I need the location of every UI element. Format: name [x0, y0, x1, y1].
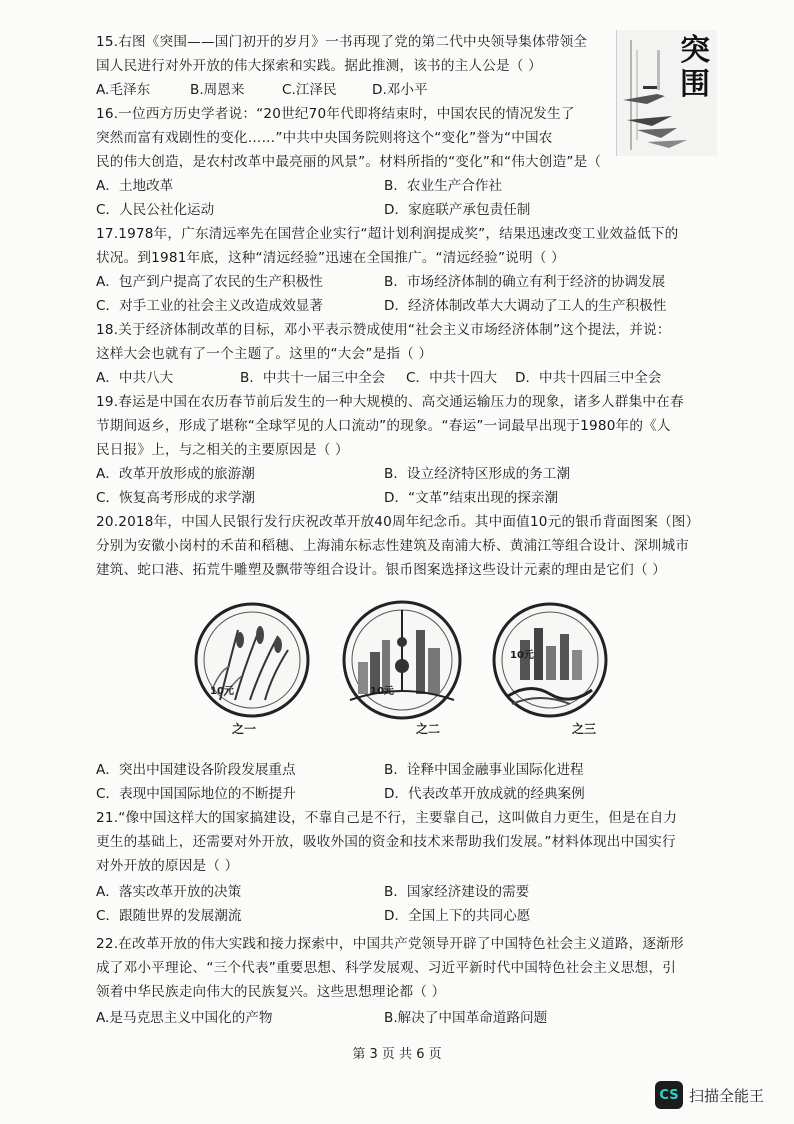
q20-option-d: D．代表改革开放成就的经典案例 — [384, 786, 585, 802]
book-title-text: 突围 — [680, 33, 710, 102]
q21-line-3: 对外开放的原因是（ ） — [96, 858, 239, 874]
coin-1-rice — [196, 604, 308, 716]
q15-option-d: D.邓小平 — [372, 82, 428, 98]
q16-option-c: C．人民公社化运动 — [96, 202, 215, 218]
coins-illustration — [190, 600, 610, 740]
q18-option-b: B．中共十一届三中全会 — [240, 370, 386, 386]
q16-line-3: 民的伟大创造，是农村改革中最亮丽的风景”。材料所指的“变化”和“伟大创造”是（ — [96, 154, 602, 170]
q16-option-a: A．土地改革 — [96, 178, 174, 194]
q21-line-1: 21.“像中国这样大的国家搞建设，不靠自己是不行，主要靠自己，这叫做自力更生，但是在自力 — [96, 810, 678, 826]
scanner-watermark — [655, 1081, 764, 1109]
q15-option-a: A.毛泽东 — [96, 82, 151, 98]
q15-option-b: B.周恩来 — [190, 82, 245, 98]
q22-line-1: 22.在改革开放的伟大实践和接力探索中，中国共产党领导开辟了中国特色社会主义道路，逐渐形 — [96, 936, 684, 952]
scanner-label: 扫描全能王 — [689, 1086, 765, 1105]
q18-option-c: C．中共十四大 — [406, 370, 498, 386]
q18-option-d: D．中共十四届三中全会 — [515, 370, 662, 386]
q19-line-3: 民日报》上，与之相关的主要原因是（ ） — [96, 442, 349, 458]
q22-option-b: B.解决了中国革命道路问题 — [384, 1010, 548, 1026]
coin-2-denomination: 10元 — [370, 686, 394, 697]
q16-line-2: 突然而富有戏剧性的变化……”中共中央国务院则将这个“变化”誉为“中国农 — [96, 130, 553, 146]
q18-line-1: 18.关于经济体制改革的目标，邓小平表示赞成使用“社会主义市场经济体制”这个提法，并说： — [96, 322, 671, 338]
q21-option-d: D．全国上下的共同心愿 — [384, 908, 531, 924]
q15-line-1: 15.右图《突围——国门初开的岁月》一书再现了党的第二代中央领导集体带领全 — [96, 34, 588, 50]
q19-option-b: B．设立经济特区形成的务工潮 — [384, 466, 571, 482]
q21-option-b: B．国家经济建设的需要 — [384, 884, 530, 900]
q20-line-3: 建筑、蛇口港、拓荒牛雕塑及飘带等组合设计。银币图案选择这些设计元素的理由是它们（ ） — [96, 562, 667, 578]
q22-option-a: A.是马克思主义中国化的产物 — [96, 1010, 273, 1026]
q17-option-a: A．包产到户提高了农民的生产积极性 — [96, 274, 323, 290]
q19-line-1: 19.春运是中国在农历春节前后发生的一种大规模的、高交通运输压力的现象，诸多人群集中在春 — [96, 394, 684, 410]
q17-line-2: 状况。到1981年底，这种“清远经验”迅速在全国推广。“清远经验”说明（ ） — [96, 250, 565, 266]
q21-line-2: 更生的基础上，还需要对外开放，吸收外国的资金和技术来帮助我们发展。”材料体现出中国实行 — [96, 834, 676, 850]
q20-line-1: 20.2018年，中国人民银行发行庆祝改革开放40周年纪念币。其中面值10元的银币背面图案（图） — [96, 514, 700, 530]
q21-option-c: C．跟随世界的发展潮流 — [96, 908, 242, 924]
q17-line-1: 17.1978年，广东清远率先在国营企业实行“超计划利润提成奖”，结果迅速改变工业效益低下的 — [96, 226, 679, 242]
coin-3-caption: 之三 — [572, 722, 597, 736]
q16-option-d: D．家庭联产承包责任制 — [384, 202, 531, 218]
q20-option-c: C．表现中国国际地位的不断提升 — [96, 786, 296, 802]
q20-line-2: 分别为安徽小岗村的禾苗和稻穗、上海浦东标志性建筑及南浦大桥、黄浦江等组合设计、深圳城市 — [96, 538, 690, 554]
q17-option-d: D．经济体制改革大大调动了工人的生产积极性 — [384, 298, 667, 314]
commemorative-coins-figure — [190, 600, 610, 740]
q16-option-b: B．农业生产合作社 — [384, 178, 503, 194]
q22-line-3: 领着中华民族走向伟大的民族复兴。这些思想理论都（ ） — [96, 984, 446, 1000]
q19-option-d: D．“文革”结束出现的探亲潮 — [384, 490, 559, 506]
q16-line-1: 16.一位西方历史学者说：“20世纪70年代即将结束时，中国农民的情况发生了 — [96, 106, 575, 122]
q15-line-2: 国人民进行对外开放的伟大探索和实践。据此推测，该书的主人公是（ ） — [96, 58, 542, 74]
q20-option-a: A．突出中国建设各阶段发展重点 — [96, 762, 296, 778]
q18-option-a: A．中共八大 — [96, 370, 174, 386]
camscanner-logo-icon: CS — [655, 1081, 683, 1109]
q15-option-c: C.江泽民 — [282, 82, 337, 98]
q19-option-c: C．恢复高考形成的求学潮 — [96, 490, 256, 506]
coin-2-shanghai — [344, 602, 460, 718]
coin-1-denomination: 10元 — [210, 686, 234, 697]
q19-option-a: A．改革开放形成的旅游潮 — [96, 466, 255, 482]
q17-option-c: C．对手工业的社会主义改造成效显著 — [96, 298, 323, 314]
coin-3-denomination: 10元 — [510, 650, 534, 661]
coin-1-caption: 之一 — [232, 722, 257, 736]
q18-line-2: 这样大会也就有了一个主题了。这里的“大会”是指（ ） — [96, 346, 433, 362]
q19-line-2: 节期间返乡，形成了堪称“全球罕见的人口流动”的现象。“春运”一词最早出现于1980年的《人 — [96, 418, 671, 434]
page-number: 第 3 页 共 6 页 — [352, 1047, 442, 1062]
q21-option-a: A．落实改革开放的决策 — [96, 884, 242, 900]
q20-option-b: B．诠释中国金融事业国际化进程 — [384, 762, 584, 778]
q17-option-b: B．市场经济体制的确立有利于经济的协调发展 — [384, 274, 666, 290]
q22-line-2: 成了邓小平理论、“三个代表”重要思想、科学发展观、习近平新时代中国特色社会主义思想，引 — [96, 960, 677, 976]
coin-2-caption: 之二 — [416, 722, 441, 736]
